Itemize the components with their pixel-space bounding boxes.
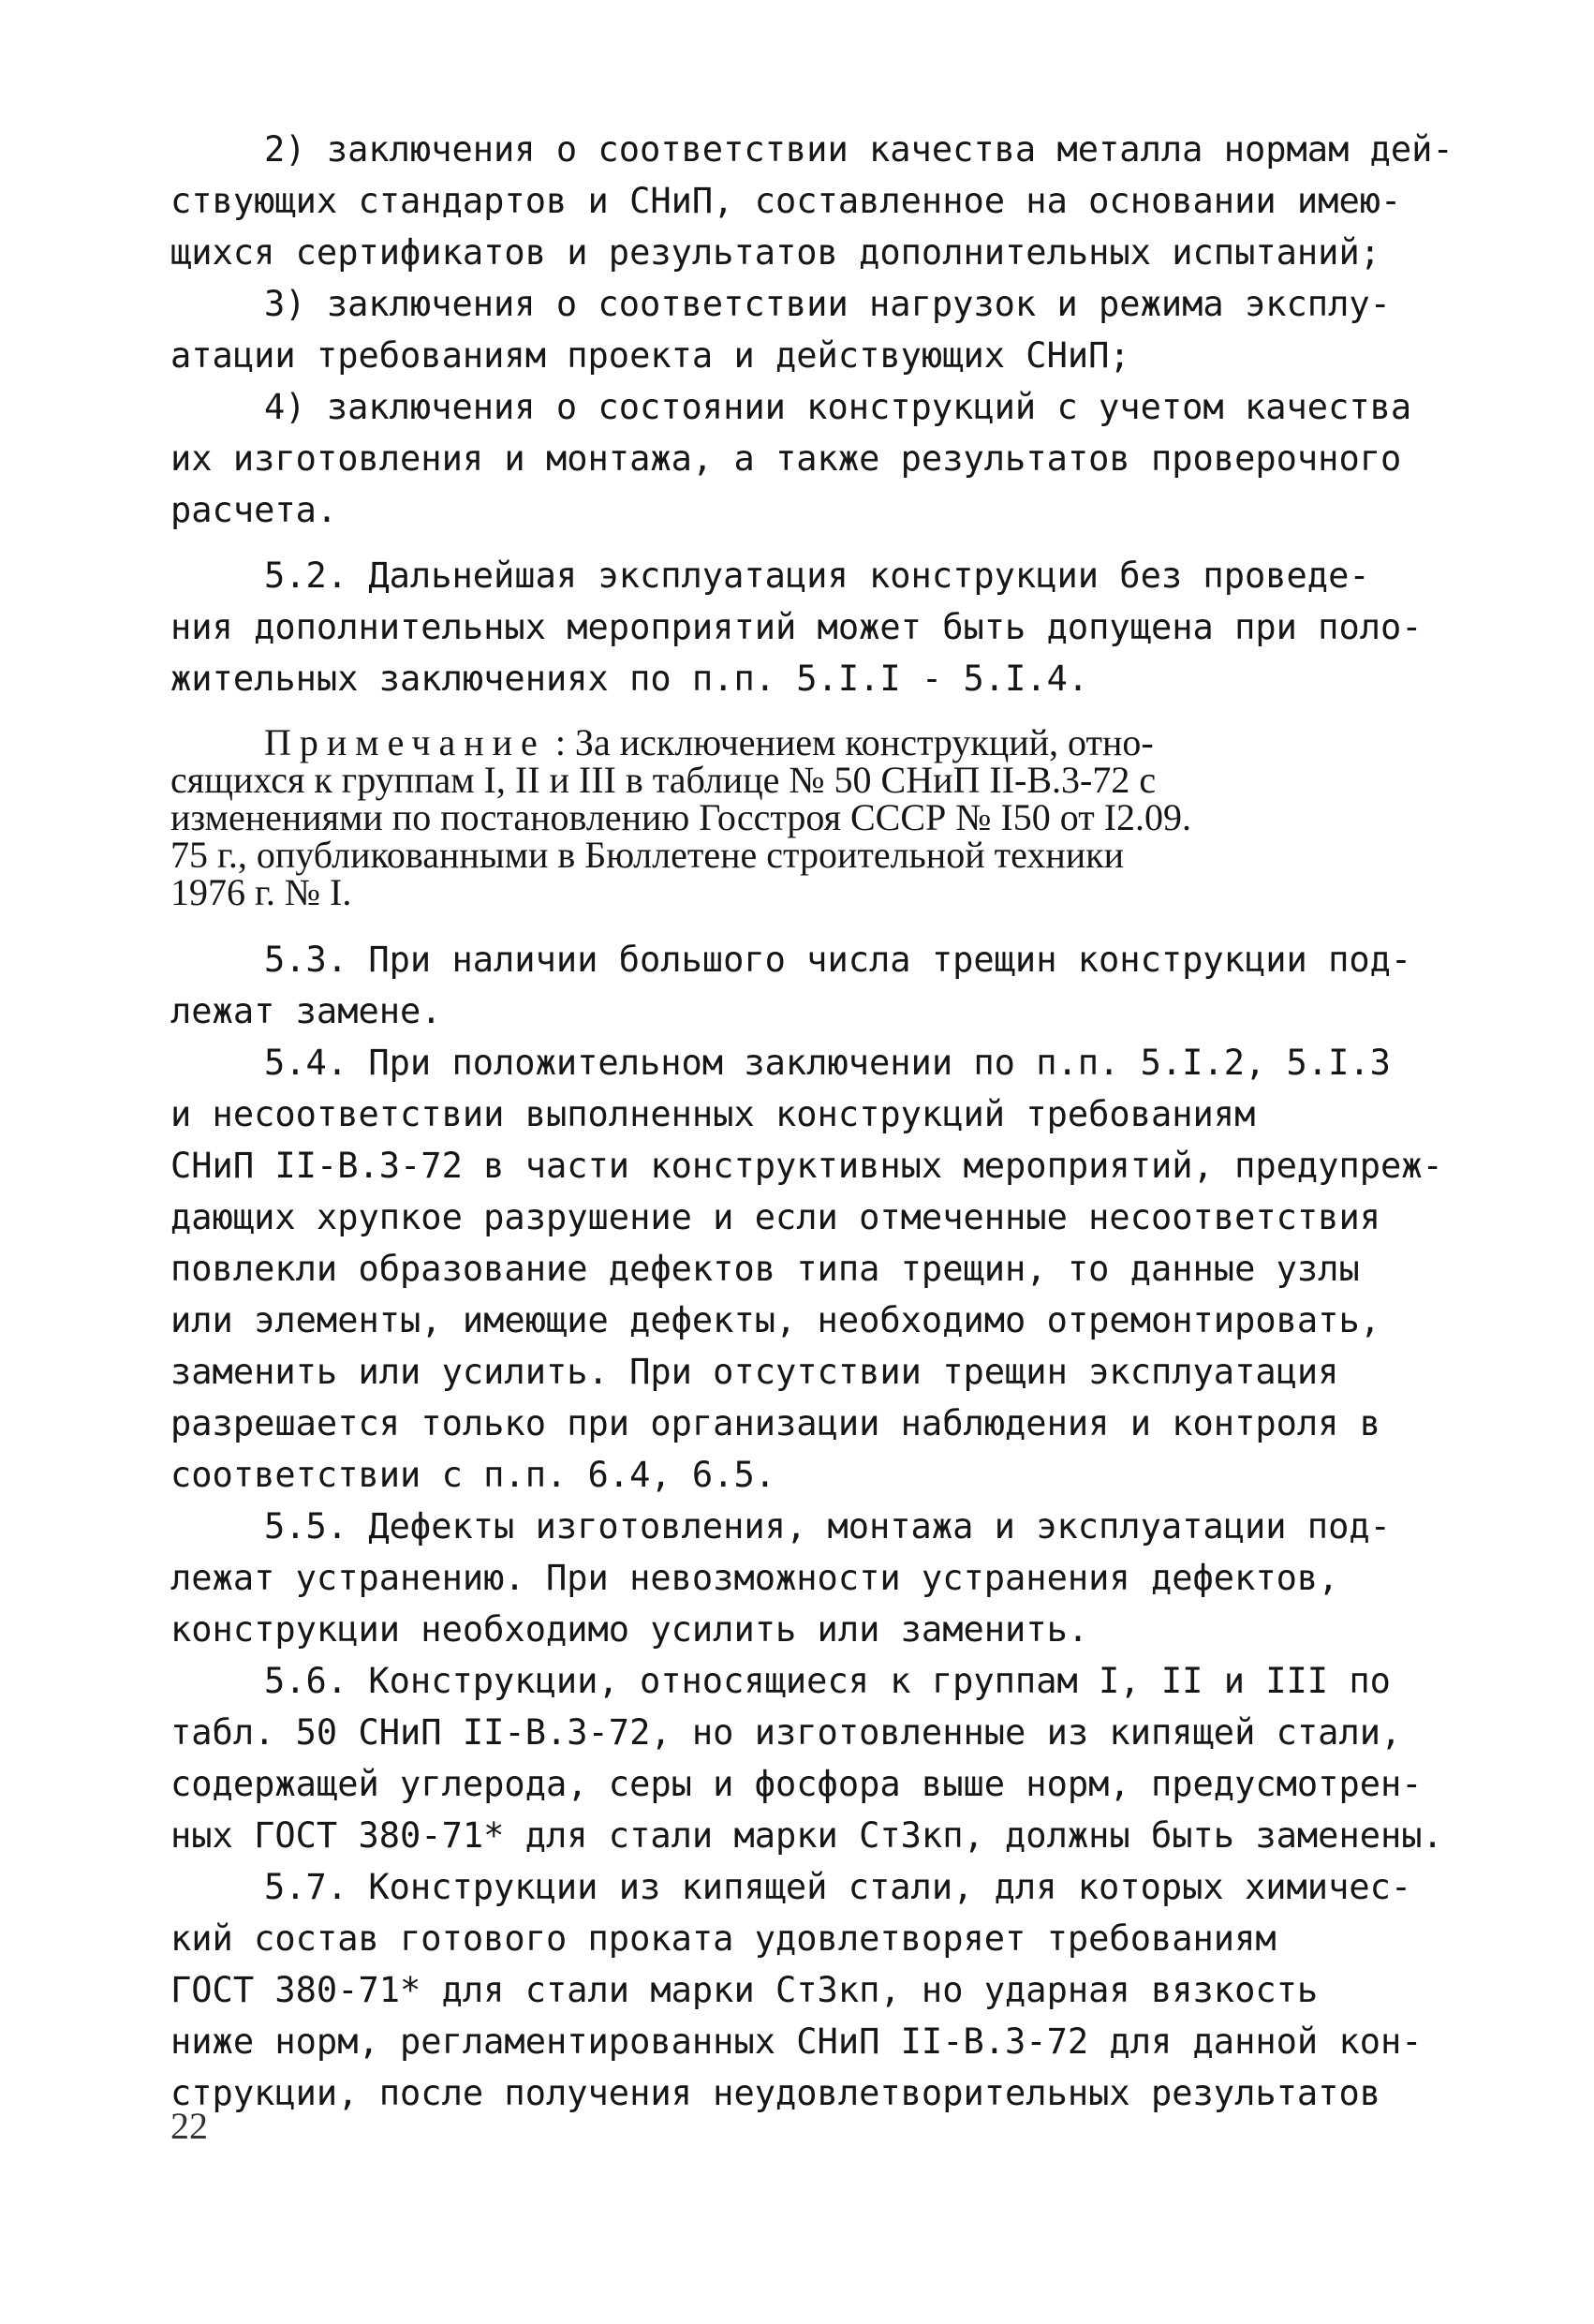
- text-line: 3) заключения о соответствии нагрузок и режима эксплу-: [264, 284, 1391, 324]
- text-line: 5.7. Конструкции из кипящей стали, для которых химичес-: [264, 1867, 1412, 1907]
- note-label: Примечание: [264, 721, 546, 763]
- text-line: 5.2. Дальнейшая эксплуатация конструкции без проведе-: [264, 555, 1370, 596]
- text-line: 5.5. Дефекты изготовления, монтажа и эксплуатации под-: [264, 1506, 1391, 1547]
- note-text: : За исключением конструкций, отно-: [545, 721, 1154, 763]
- text-line: соответствии с п.п. 6.4, 6.5.: [170, 1455, 776, 1495]
- text-line: или элементы, имеющие дефекты, необходимо отремонтировать,: [170, 1300, 1381, 1340]
- text-line: 2) заключения о соответствии качества металла нормам дей-: [264, 129, 1454, 170]
- text-line: щихся сертификатов и результатов дополнительных испытаний;: [170, 232, 1381, 273]
- text-line: их изготовления и монтажа, а также результатов проверочного: [170, 438, 1402, 479]
- text-line: кий состав готового проката удовлетворяет требованиям: [170, 1918, 1277, 1959]
- text-line: дающих хрупкое разрушение и если отмеченные несоответствия: [170, 1197, 1381, 1237]
- note-line: изменениями по постановлению Госстроя СССР № I50 от I2.09.: [170, 796, 1192, 838]
- text-line: табл. 50 СНиП II-В.3-72, но изготовленные из кипящей стали,: [170, 1712, 1402, 1753]
- note-line: 75 г., опубликованными в Бюллетене строительной техники: [170, 834, 1124, 876]
- text-line: жительных заключениях по п.п. 5.I.I - 5.I.4.: [170, 659, 1089, 699]
- text-line: 5.6. Конструкции, относящиеся к группам I, II и III по: [264, 1661, 1391, 1701]
- text-line: ствующих стандартов и СНиП, составленное на основании имею-: [170, 181, 1402, 221]
- text-line: лежат устранению. При невозможности устранения дефектов,: [170, 1558, 1339, 1598]
- text-line: содержащей углерода, серы и фосфора выше норм, предусмотрен-: [170, 1764, 1423, 1804]
- text-line: атации требованиям проекта и действующих СНиП;: [170, 335, 1130, 376]
- text-line: конструкции необходимо усилить или заменить.: [170, 1609, 1089, 1650]
- text-line: и несоответствии выполненных конструкций требованиям: [170, 1094, 1256, 1134]
- note-line: сящихся к группам I, II и III в таблице № 50 СНиП II-В.3-72 с: [170, 759, 1157, 801]
- text-line: струкции, после получения неудовлетворительных результатов: [170, 2073, 1381, 2113]
- text-line: ния дополнительных мероприятий может быть допущена при поло-: [170, 607, 1423, 647]
- text-line: СНиП II-В.3-72 в части конструктивных мероприятий, предупреж-: [170, 1146, 1443, 1186]
- text-line: разрешается только при организации наблюдения и контроля в: [170, 1403, 1381, 1443]
- text-line: 5.4. При положительном заключении по п.п. 5.I.2, 5.I.3: [264, 1043, 1391, 1083]
- text-line: повлекли образование дефектов типа трещин, то данные узлы: [170, 1249, 1360, 1289]
- text-line: 5.3. При наличии большого числа трещин конструкции под-: [264, 940, 1412, 980]
- page-number: 22: [170, 2105, 208, 2147]
- text-line: заменить или усилить. При отсутствии трещин эксплуатация: [170, 1352, 1339, 1392]
- text-line: ГОСТ 380-71* для стали марки Ст3кп, но ударная вязкость: [170, 1970, 1319, 2010]
- text-line: ниже норм, регламентированных СНиП II-В.3-72 для данной кон-: [170, 2021, 1423, 2062]
- text-line: 4) заключения о состоянии конструкций с учетом качества: [264, 387, 1412, 427]
- note-first-line: [264, 721, 1154, 763]
- note-line: 1976 г. № I.: [170, 871, 352, 913]
- text-line: лежат замене.: [170, 991, 442, 1031]
- text-line: расчета.: [170, 490, 338, 530]
- text-line: ных ГОСТ 380-71* для стали марки Ст3кп, должны быть заменены.: [170, 1815, 1443, 1856]
